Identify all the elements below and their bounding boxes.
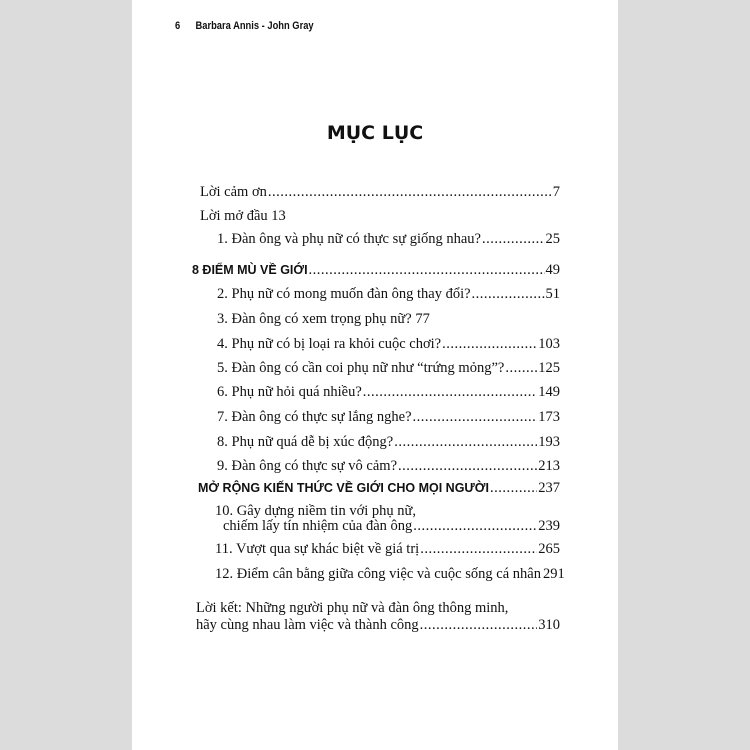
- entry-page: 51: [545, 286, 560, 302]
- toc-entry: [196, 617, 560, 637]
- dot-leader: [413, 518, 537, 535]
- toc-entry: [223, 518, 560, 538]
- entry-page: 291: [542, 566, 565, 582]
- entry-page: 149: [538, 384, 560, 400]
- dot-leader: [490, 480, 537, 497]
- toc-entry: [217, 286, 560, 306]
- entry-label: 8. Phụ nữ quá dễ bị xúc động?: [217, 434, 394, 450]
- toc-entry: 3. Đàn ông có xem trọng phụ nữ? 77: [217, 311, 430, 327]
- entry-label: chiếm lấy tín nhiệm của đàn ông: [223, 518, 413, 534]
- authors: Barbara Annis - John Gray: [195, 20, 314, 32]
- dot-leader: [420, 617, 538, 634]
- toc-entry: [217, 458, 560, 478]
- toc-entry: [217, 384, 560, 404]
- page-title: MỤC LỤC: [326, 122, 424, 144]
- toc-entry-line1: 10. Gây dựng niềm tin với phụ nữ,: [215, 503, 416, 519]
- toc-section: [198, 480, 560, 500]
- dot-leader: [505, 360, 537, 377]
- dot-leader: [268, 184, 552, 201]
- entry-page: 193: [538, 434, 560, 450]
- toc-section: [192, 262, 560, 282]
- entry-label: 7. Đàn ông có thực sự lắng nghe?: [217, 409, 412, 425]
- toc-entry: [217, 434, 560, 454]
- entry-page: 25: [545, 231, 560, 247]
- entry-page: 173: [538, 409, 560, 425]
- dot-leader: [398, 458, 537, 475]
- entry-label: 2. Phụ nữ có mong muốn đàn ông thay đổi?: [217, 286, 471, 302]
- entry-page: 213: [538, 458, 560, 474]
- dot-leader: [363, 384, 537, 401]
- entry-page: 49: [545, 262, 560, 278]
- dot-leader: [472, 286, 545, 303]
- entry-label: 12. Điểm cân bằng giữa công việc và cuộc sống cá nhân: [215, 566, 541, 582]
- page-number: 6: [175, 20, 181, 32]
- entry-page: 103: [538, 336, 560, 352]
- toc-entry: Lời mở đầu 13: [200, 208, 286, 224]
- entry-page: 237: [538, 480, 560, 496]
- entry-page: 265: [538, 541, 560, 557]
- dot-leader: [420, 541, 537, 558]
- entry-label: 9. Đàn ông có thực sự vô cảm?: [217, 458, 398, 474]
- dot-leader: [482, 231, 545, 248]
- running-header: [175, 20, 314, 32]
- toc-entry: [217, 231, 560, 251]
- toc-entry: [215, 566, 565, 586]
- entry-label: 6. Phụ nữ hỏi quá nhiều?: [217, 384, 362, 400]
- dot-leader: [442, 336, 537, 353]
- dot-leader: [394, 434, 537, 451]
- entry-label: 5. Đàn ông có cần coi phụ nữ như “trứng mỏng”?: [217, 360, 505, 376]
- entry-label: hãy cùng nhau làm việc và thành công: [196, 617, 419, 633]
- toc-entry: [200, 184, 560, 204]
- entry-label: Lời cảm ơn: [200, 184, 267, 200]
- section-label: MỞ RỘNG KIẾN THỨC VỀ GIỚI CHO MỌI NGƯỜI: [198, 481, 489, 495]
- toc-entry-line1: Lời kết: Những người phụ nữ và đàn ông thông minh,: [196, 600, 509, 616]
- toc-entry: [217, 360, 560, 380]
- dot-leader: [413, 409, 538, 426]
- entry-page: 310: [538, 617, 560, 633]
- entry-page: 125: [538, 360, 560, 376]
- section-label: 8 ĐIỂM MÙ VỀ GIỚI: [192, 263, 308, 277]
- toc-entry: [217, 336, 560, 356]
- toc-entry: [215, 541, 560, 561]
- entry-page: 239: [538, 518, 560, 534]
- toc-entry: [217, 409, 560, 429]
- entry-label: 1. Đàn ông và phụ nữ có thực sự giống nhau?: [217, 231, 481, 247]
- entry-label: 4. Phụ nữ có bị loại ra khỏi cuộc chơi?: [217, 336, 442, 352]
- entry-label: 11. Vượt qua sự khác biệt về giá trị: [215, 541, 420, 557]
- dot-leader: [309, 262, 545, 279]
- entry-page: 7: [552, 184, 560, 200]
